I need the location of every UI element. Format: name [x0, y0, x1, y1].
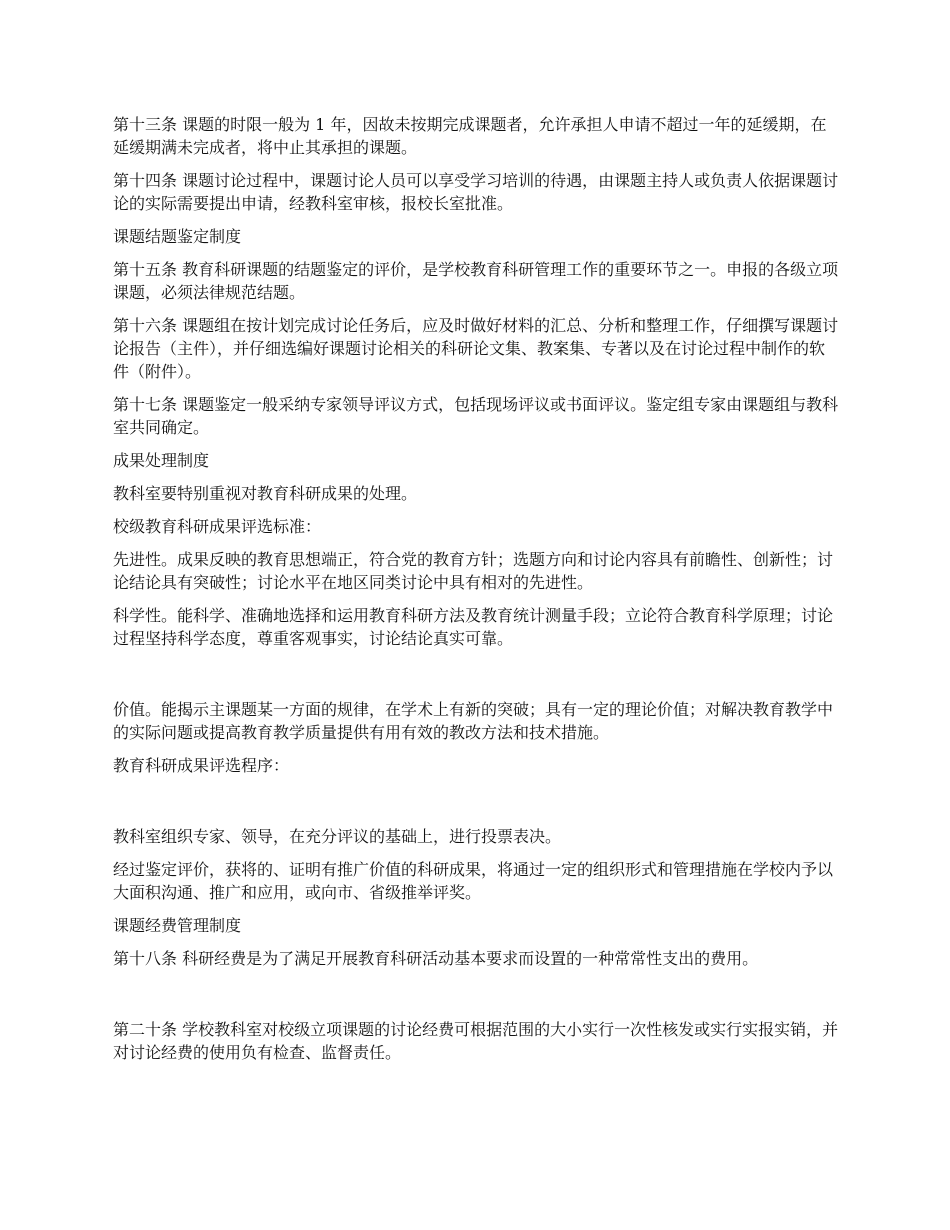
- section-heading-funding-management: 课题经费管理制度: [113, 916, 242, 935]
- paragraph-procedure-promotion: 经过鉴定评价，获将的、证明有推广价值的科研成果，将通过一定的组织形式和管理措施在学校内予以大面积沟通、推广和应用，或向市、省级推举评奖。: [113, 860, 834, 902]
- paragraph-article-16: 第十六条 课题组在按计划完成讨论任务后，应及时做好材料的汇总、分析和整理工作，仔细撰写课题讨论报告（主件），并仔细选编好课题讨论相关的科研论文集、教案集、专著以及在讨论过程中制作的软件（附件）。: [113, 316, 839, 381]
- paragraph-selection-procedure-heading: 教育科研成果评选程序：: [113, 756, 290, 775]
- paragraph-article-15: 第十五条 教育科研课题的结题鉴定的评价，是学校教育科研管理工作的重要环节之一。申报的各级立项课题，必须法律规范结题。: [113, 260, 839, 302]
- paragraph-criterion-advanced: 先进性。成果反映的教育思想端正，符合党的教育方针；选题方向和讨论内容具有前瞻性、创新性；讨论结论具有突破性；讨论水平在地区同类讨论中具有相对的先进性。: [113, 550, 834, 592]
- section-heading-results-handling: 成果处理制度: [113, 451, 210, 470]
- paragraph-selection-criteria-heading: 校级教育科研成果评选标准：: [113, 517, 322, 536]
- paragraph-results-importance: 教科室要特别重视对教育科研成果的处理。: [113, 484, 418, 503]
- paragraph-article-17: 第十七条 课题鉴定一般采纳专家领导评议方式，包括现场评议或书面评议。鉴定组专家由课题组与教科室共同确定。: [113, 395, 839, 437]
- paragraph-article-18: 第十八条 科研经费是为了满足开展教育科研活动基本要求而设置的一种常常性支出的费用。: [113, 949, 759, 968]
- paragraph-procedure-vote: 教科室组织专家、领导，在充分评议的基础上，进行投票表决。: [113, 827, 562, 846]
- paragraph-article-20: 第二十条 学校教科室对校级立项课题的讨论经费可根据范围的大小实行一次性核发或实行实报实销，并对讨论经费的使用负有检查、监督责任。: [113, 1020, 839, 1062]
- section-heading-conclusion-appraisal: 课题结题鉴定制度: [113, 227, 242, 246]
- paragraph-criterion-scientific: 科学性。能科学、准确地选择和运用教育科研方法及教育统计测量手段；立论符合教育科学原理；讨论过程坚持科学态度，尊重客观事实，讨论结论真实可靠。: [113, 606, 834, 648]
- paragraph-article-14: 第十四条 课题讨论过程中，课题讨论人员可以享受学习培训的待遇，由课题主持人或负责人依据课题讨论的实际需要提出申请，经教科室审核，报校长室批准。: [113, 171, 839, 213]
- paragraph-article-13: 第十三条 课题的时限一般为 1 年，因故未按期完成课题者，允许承担人申请不超过一年的延缓期，在延缓期满未完成者，将中止其承担的课题。: [113, 115, 827, 157]
- document-page: [113, 113, 840, 1074]
- paragraph-criterion-value: 价值。能揭示主课题某一方面的规律，在学术上有新的突破；具有一定的理论价值；对解决教育教学中的实际问题或提高教育教学质量提供有用有效的教改方法和技术措施。: [113, 700, 834, 742]
